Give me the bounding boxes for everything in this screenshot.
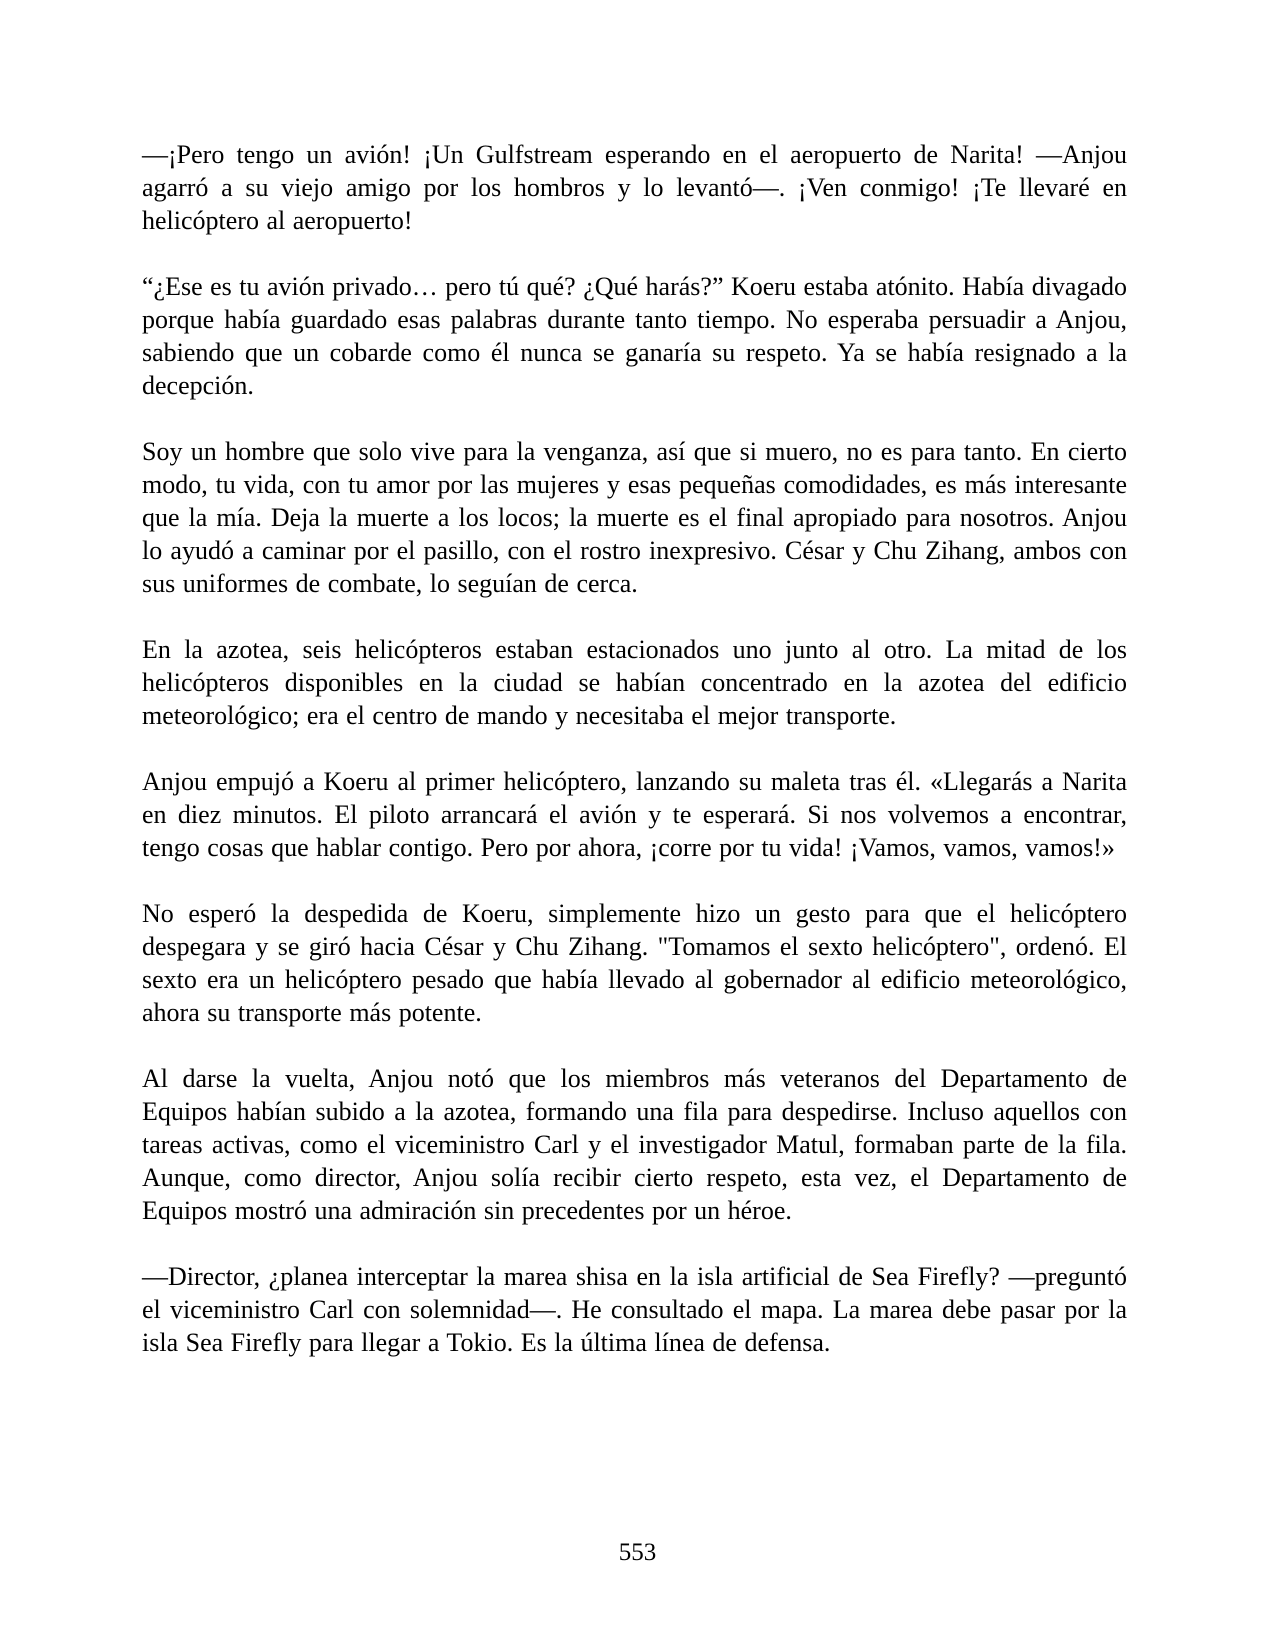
paragraph-8: —Director, ¿planea interceptar la marea shisa en la isla artificial de Sea Firefly? —preguntó el viceministro Carl con solemnidad—. He consultado el mapa. La marea debe pasar por la isla Sea Firefly para llegar a Tokio. Es la última línea de defensa.: [142, 1262, 1127, 1357]
paragraph-1: —¡Pero tengo un avión! ¡Un Gulfstream esperando en el aeropuerto de Narita! —Anjou agarró a su viejo amigo por los hombros y lo levantó—. ¡Ven conmigo! ¡Te llevaré en helicóptero al aeropuerto!: [142, 140, 1127, 235]
paragraph-5: Anjou empujó a Koeru al primer helicóptero, lanzando su maleta tras él. «Llegarás a Narita en diez minutos. El piloto arrancará el avión y te esperará. Si nos volvemos a encontrar, tengo cosas que hablar contigo. Pero por ahora, ¡corre por tu vida! ¡Vamos, vamos, vamos!»: [142, 767, 1127, 862]
paragraph-6: No esperó la despedida de Koeru, simplemente hizo un gesto para que el helicóptero despegara y se giró hacia César y Chu Zihang. "Tomamos el sexto helicóptero", ordenó. El sexto era un helicóptero pesado que había llevado al gobernador al edificio meteorológico, ahora su transporte más potente.: [142, 899, 1127, 1027]
paragraph-2: “¿Ese es tu avión privado… pero tú qué? ¿Qué harás?” Koeru estaba atónito. Había divagado porque había guardado esas palabras durante tanto tiempo. No esperaba persuadir a Anjou, sabiendo que un cobarde como él nunca se ganaría su respeto. Ya se había resignado a la decepción.: [142, 272, 1128, 400]
paragraph-7: Al darse la vuelta, Anjou notó que los miembros más veteranos del Departamento de Equipos habían subido a la azotea, formando una fila para despedirse. Incluso aquellos con tareas activas, como el viceministro Carl y el investigador Matul, formaban parte de la fila. Aunque, como director, Anjou solía recibir cierto respeto, esta vez, el Departamento de Equipos mostró una admiración sin precedentes por un héroe.: [142, 1064, 1127, 1225]
text-block: [142, 138, 1127, 1392]
paragraph-4: En la azotea, seis helicópteros estaban estacionados uno junto al otro. La mitad de los helicópteros disponibles en la ciudad se habían concentrado en la azotea del edificio meteorológico; era el centro de mando y necesitaba el mejor transporte.: [142, 635, 1127, 730]
paragraph-3: Soy un hombre que solo vive para la venganza, así que si muero, no es para tanto. En cierto modo, tu vida, con tu amor por las mujeres y esas pequeñas comodidades, es más interesante que la mía. Deja la muerte a los locos; la muerte es el final apropiado para nosotros. Anjou lo ayudó a caminar por el pasillo, con el rostro inexpresivo. César y Chu Zihang, ambos con sus uniformes de combate, lo seguían de cerca.: [142, 437, 1127, 598]
page-number: 553: [618, 1539, 657, 1566]
